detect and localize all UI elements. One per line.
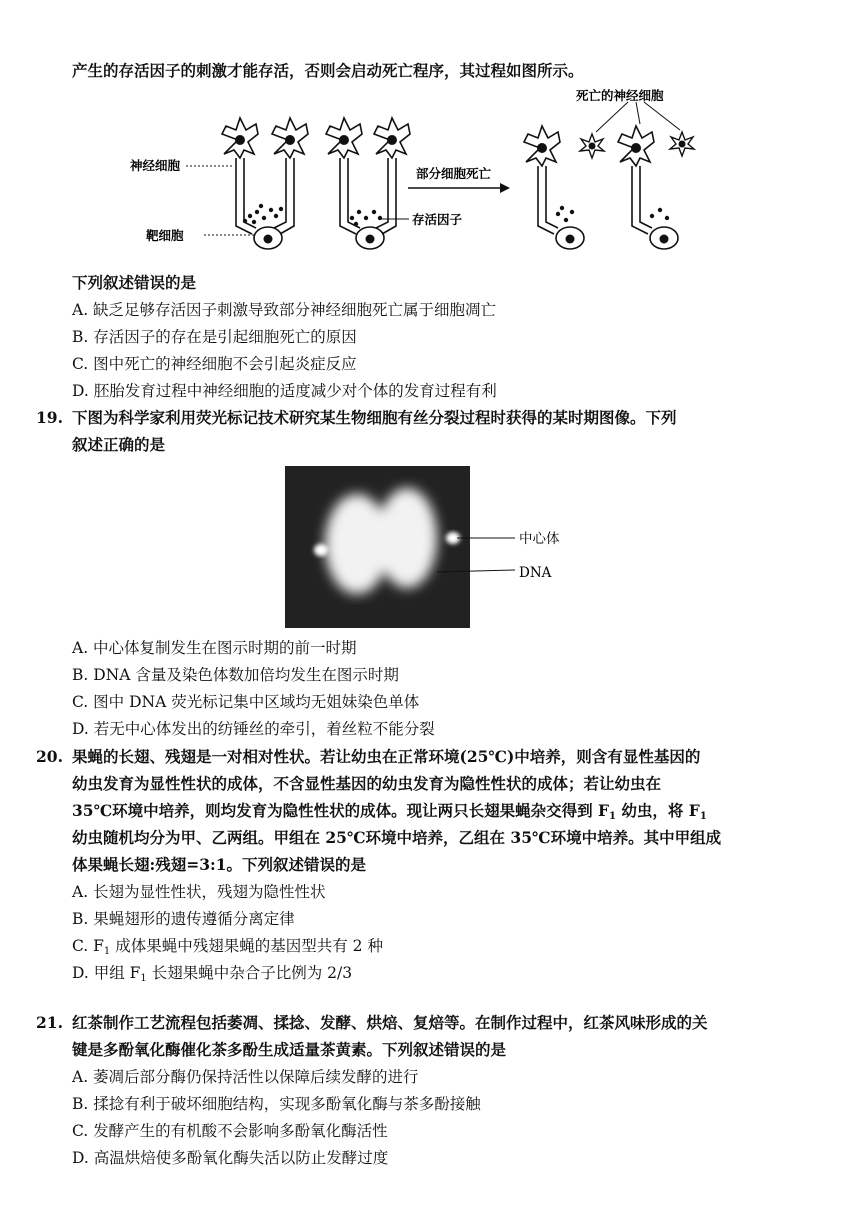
q21-stem-line1: 红茶制作工艺流程包括萎凋、揉捻、发酵、烘焙、复焙等。在制作过程中，红茶风味形成的关 — [72, 1013, 708, 1032]
q18-option-a: A. 缺乏足够存活因子刺激导致部分神经细胞死亡属于细胞凋亡 — [72, 301, 497, 319]
neuron-label: 神经细胞 — [130, 158, 181, 173]
q18-option-b: B. 存活因子的存在是引起细胞死亡的原因 — [72, 328, 357, 346]
q20-stem-line1: 果蝇的长翅、残翅是一对相对性状。若让幼虫在正常环境(25℃)中培养，则含有显性基因的 — [72, 747, 701, 766]
q21-option-c: C. 发酵产生的有机酸不会影响多酚氧化酶活性 — [72, 1122, 388, 1140]
q20-stem-line5: 体果蝇长翅:残翅=3:1。下列叙述错误的是 — [72, 855, 367, 874]
q19-stem-line1: 下图为科学家利用荧光标记技术研究某生物细胞有丝分裂过程时获得的某时期图像。下列 — [72, 408, 677, 427]
q19-option-d: D. 若无中心体发出的纺锤丝的牵引，着丝粒不能分裂 — [72, 720, 435, 738]
q19-option-b: B. DNA 含量及染色体数加倍均发生在图示时期 — [72, 666, 399, 684]
q20-stem-line4: 幼虫随机均分为甲、乙两组。甲组在 25℃环境中培养，乙组在 35℃环境中培养。其中甲组成 — [72, 828, 722, 847]
q21-option-a: A. 萎凋后部分酶仍保持活性以保障后续发酵的进行 — [72, 1068, 419, 1086]
neuron-diagram — [130, 88, 710, 264]
dna-label: DNA — [519, 565, 552, 581]
q18-stem: 下列叙述错误的是 — [72, 273, 197, 292]
survival-factor-label: 存活因子 — [412, 212, 463, 227]
q19-option-a: A. 中心体复制发生在图示时期的前一时期 — [72, 639, 357, 657]
q20-option-d: D. 甲组 $F_1$ 长翅果蝇中杂合子比例为 2/3 — [72, 964, 353, 984]
dead-neuron-label: 死亡的神经细胞 — [576, 88, 664, 103]
q20-number: 20. — [36, 747, 63, 766]
target-cell-label: 靶细胞 — [146, 228, 184, 243]
neuron-group-middle — [326, 118, 410, 249]
neuron-group-right — [524, 102, 694, 249]
q21-option-d: D. 高温烘焙使多酚氧化酶失活以防止发酵过度 — [72, 1149, 389, 1167]
q20-option-c: C. $F_1$ 成体果蝇中残翅果蝇的基因型共有 2 种 — [72, 937, 383, 957]
q18-option-d: D. 胚胎发育过程中神经细胞的适度减少对个体的发育过程有利 — [72, 382, 497, 400]
q20-stem-line3: 35℃环境中培养，则均发育为隐性性状的成体。现让两只长翅果蝇杂交得到 $F_1$ 幼虫，将 $F_1$ — [72, 801, 707, 822]
q19-number: 19. — [36, 408, 63, 427]
q21-number: 21. — [36, 1013, 63, 1032]
q21-stem-line2: 键是多酚氧化酶催化茶多酚生成适量茶黄素。下列叙述错误的是 — [72, 1040, 507, 1059]
intro-line: 产生的存活因子的刺激才能存活，否则会启动死亡程序，其过程如图所示。 — [72, 61, 584, 80]
q18-option-c: C. 图中死亡的神经细胞不会引起炎症反应 — [72, 355, 357, 373]
q21-option-b: B. 揉捻有利于破坏细胞结构，实现多酚氧化酶与茶多酚接触 — [72, 1095, 481, 1113]
centrosome-label: 中心体 — [519, 531, 560, 547]
arrow-label: 部分细胞死亡 — [416, 166, 492, 181]
q19-stem-line2: 叙述正确的是 — [72, 435, 166, 454]
q19-option-c: C. 图中 DNA 荧光标记集中区域均无姐妹染色单体 — [72, 693, 420, 711]
fluorescence-image — [285, 466, 585, 628]
q20-stem-line2: 幼虫发育为显性性状的成体，不含显性基因的幼虫发育为隐性性状的成体；若让幼虫在 — [72, 774, 662, 793]
neuron-group-left — [222, 118, 308, 249]
q20-option-a: A. 长翅为显性性状，残翅为隐性性状 — [72, 883, 326, 901]
q20-option-b: B. 果蝇翅形的遗传遵循分离定律 — [72, 910, 295, 928]
